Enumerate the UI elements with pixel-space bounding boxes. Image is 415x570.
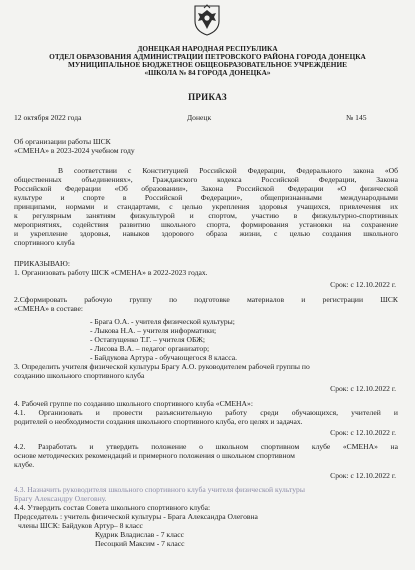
subject-line-1: Об организации работы ШСК: [14, 137, 111, 146]
order-date: 12 октября 2022 года: [14, 113, 82, 122]
preamble-line: мероприятиях, содействия развитию школьного спорта, формирования установки на сохранение: [14, 220, 398, 229]
preamble-line: культуре и спорте в Российской Федерации», общепризнанными международными: [14, 193, 398, 202]
order-number: № 145: [346, 113, 367, 122]
order-word: ПРИКАЗЫВАЮ:: [14, 259, 70, 268]
item-2-continued: «СМЕНА» в составе:: [14, 304, 83, 313]
deadline-4-2: Срок: с 12.10.2022 г.: [330, 471, 396, 480]
preamble-line: Российской Федерации «Об образовании», Закона Российской Федерации «О физической: [14, 184, 398, 193]
item-4-3: 4.3. Назначить руководителя школьного спортивного клуба учителя физической культуры: [14, 485, 305, 494]
preamble-line: принципами, нормами и стандартами, с целью укрепления здоровья учащихся, привлечения их: [14, 202, 398, 211]
deadline-1: Срок: с 12.10.2022 г.: [330, 280, 396, 289]
order-city: Донецк: [187, 113, 212, 122]
preamble-line: общественных объединениях», Гражданского кодекса Российской Федерации, Закона: [14, 175, 398, 184]
item-4-2-end: клубе.: [14, 460, 35, 469]
subject-line-2: «СМЕНА» в 2023-2024 учебном году: [14, 146, 135, 155]
header-institution: МУНИЦИПАЛЬНОЕ БЮДЖЕТНОЕ ОБЩЕОБРАЗОВАТЕЛЬНОЕ УЧРЕЖДЕНИЕ: [67, 60, 348, 69]
council-members: члены ШСК: Байдуков Артур– 8 класс: [18, 521, 143, 530]
document-title: ПРИКАЗ: [188, 92, 227, 102]
item-4-1: 4.1. Организовать и провести разъяснительную работу среди обучающихся, учителей и: [14, 408, 398, 417]
header-department: ОТДЕЛ ОБРАЗОВАНИЯ АДМИНИСТРАЦИИ ПЕТРОВСКОГО РАЙОНА ГОРОДА ДОНЕЦКА: [49, 52, 366, 61]
item-4: 4. Рабочей группе по созданию школьного спортивного клуба «СМЕНА»:: [14, 399, 253, 408]
deadline-4-1: Срок: с 12.10.2022 г.: [330, 428, 396, 437]
item-4-2: 4.2. Разработать и утвердить положение о школьном спортивном клубе «СМЕНА» на: [14, 442, 398, 451]
item-3-continued: созданию школьного спортивного клуба: [14, 371, 145, 380]
council-member: Кудрик Владислав - 7 класс: [95, 530, 185, 539]
header-school: «ШКОЛА № 84 ГОРОДА ДОНЕЦКА»: [144, 68, 271, 77]
working-group-member: - Лыкова Н.А. – учителя информатики;: [90, 326, 217, 335]
deadline-3: Срок: с 12.10.2022 г.: [330, 384, 396, 393]
coat-of-arms-emblem: [192, 3, 222, 36]
working-group-member: - Брага О.А. - учителя физической культуры;: [90, 317, 235, 326]
item-1: 1. Организовать работу ШСК «СМЕНА» в 2022-2023 годах.: [14, 268, 208, 277]
council-chair: Председатель : учитель физической культуры - Брага Александра Олеговна: [14, 512, 258, 521]
item-4-3-continued: Брагу Александру Олеговну.: [14, 494, 107, 503]
preamble-line: В соответствии с Конституцией Российской Федерации, Федерального закона «Об: [58, 166, 398, 175]
council-member: Песоцкий Максим - 7 класс: [95, 539, 185, 548]
working-group-member: - Байдукова Артура - обучающегося 8 класса.: [90, 353, 237, 362]
item-4-1-continued: родителей о необходимости создания школьного спортивного клуба, его целях и задачах.: [14, 417, 303, 426]
item-2: 2.Сформировать рабочую группу по подготовке материалов и регистрации ШСК: [14, 295, 398, 304]
preamble-line: спортивного клуба: [14, 238, 75, 247]
preamble-line: и укрепление здоровья, навыков здорового образа жизни, с целью создания школьного: [14, 229, 398, 238]
item-4-2-continued: основе методических рекомендаций и примерного положения о школьном спортивном: [14, 451, 295, 460]
header-republic: ДОНЕЦКАЯ НАРОДНАЯ РЕСПУБЛИКА: [137, 44, 278, 53]
item-3: 3. Определить учителя физической культуры Брагу А.О. руководителем рабочей группы по: [14, 362, 310, 371]
item-4-4: 4.4. Утвердить состав Совета школьного спортивного клуба:: [14, 503, 211, 512]
working-group-member: - Лисова В.А. – педагог организатор;: [90, 344, 210, 353]
preamble-line: к регулярным занятиям физкультурой и спортом, участию в физкультурно-спортивных: [14, 211, 398, 220]
working-group-member: - Остапущенко Т.Г. – учителя ОБЖ;: [90, 335, 206, 344]
